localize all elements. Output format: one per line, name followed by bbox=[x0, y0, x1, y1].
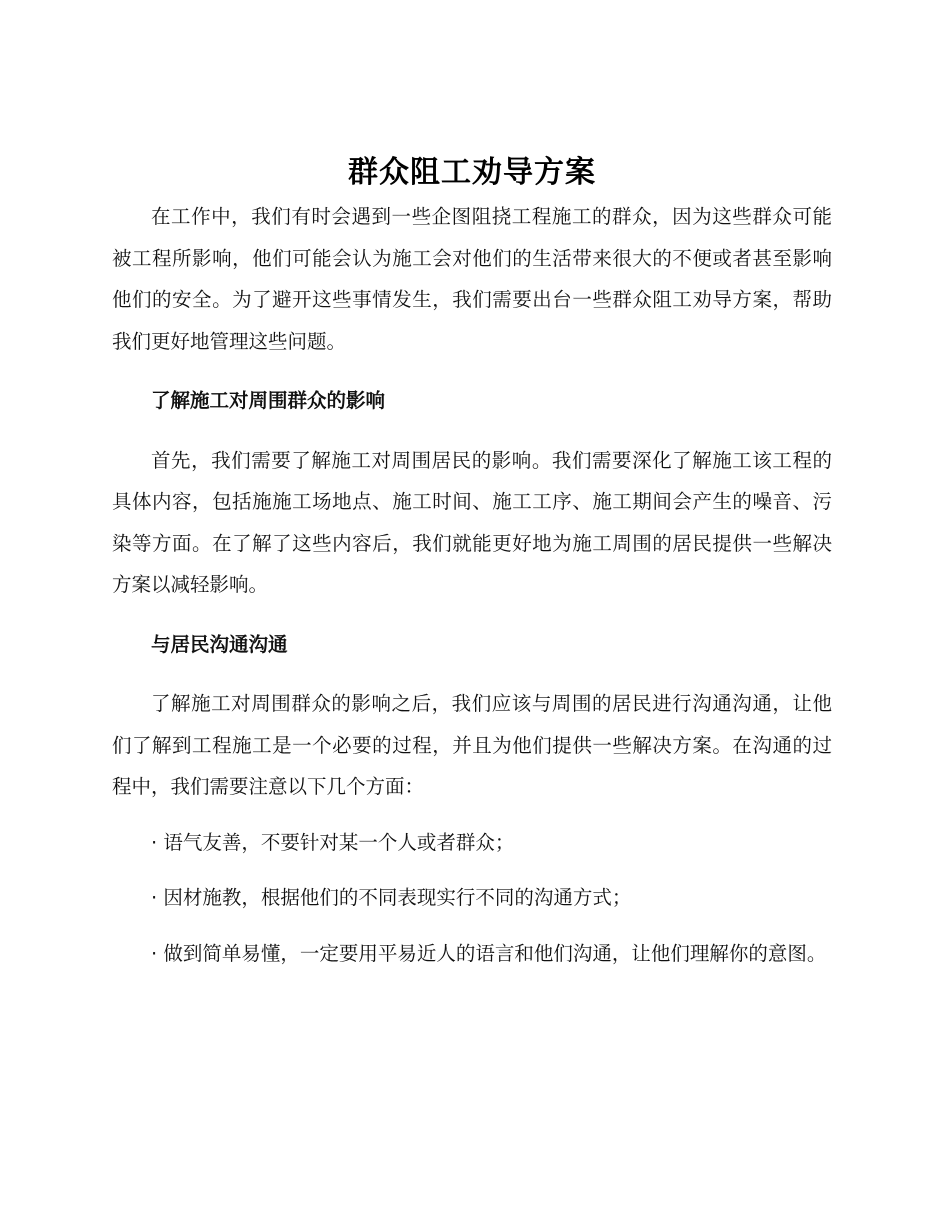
section-heading-impact: 了解施工对周围群众的影响 bbox=[151, 389, 386, 412]
intro-paragraph: 在工作中，我们有时会遇到一些企图阻挠工程施工的群众，因为这些群众可能被工程所影响，他们可能会认为施工会对他们的生活带来很大的不便或者甚至影响他们的安全。为了避开这些事情发生，我们需要出台一些群众阻工劝导方案，帮助我们更好地管理这些问题。 bbox=[112, 205, 832, 353]
document-title: 群众阻工劝导方案 bbox=[348, 155, 596, 190]
communication-paragraph: 了解施工对周围群众的影响之后，我们应该与周围的居民进行沟通沟通，让他们了解到工程施工是一个必要的过程，并且为他们提供一些解决方案。在沟通的过程中，我们需要注意以下几个方面： bbox=[112, 692, 832, 798]
impact-paragraph: 首先，我们需要了解施工对周围居民的影响。我们需要深化了解施工该工程的具体内容，包括施施工场地点、施工时间、施工工序、施工期间会产生的噪音、污染等方面。在了解了这些内容后，我们就能更好地为施工周围的居民提供一些解决方案以减轻影响。 bbox=[112, 448, 832, 596]
bullet-item-adapt: · 因材施教，根据他们的不同表现实行不同的沟通方式； bbox=[151, 886, 632, 909]
document-page bbox=[112, 150, 832, 974]
section-heading-communication: 与居民沟通沟通 bbox=[151, 632, 288, 656]
bullet-item-tone: · 语气友善，不要针对某一个人或者群众； bbox=[151, 830, 515, 854]
bullet-item-simple: · 做到简单易懂，一定要用平易近人的语言和他们沟通，让他们理解你的意图。 bbox=[151, 941, 827, 965]
